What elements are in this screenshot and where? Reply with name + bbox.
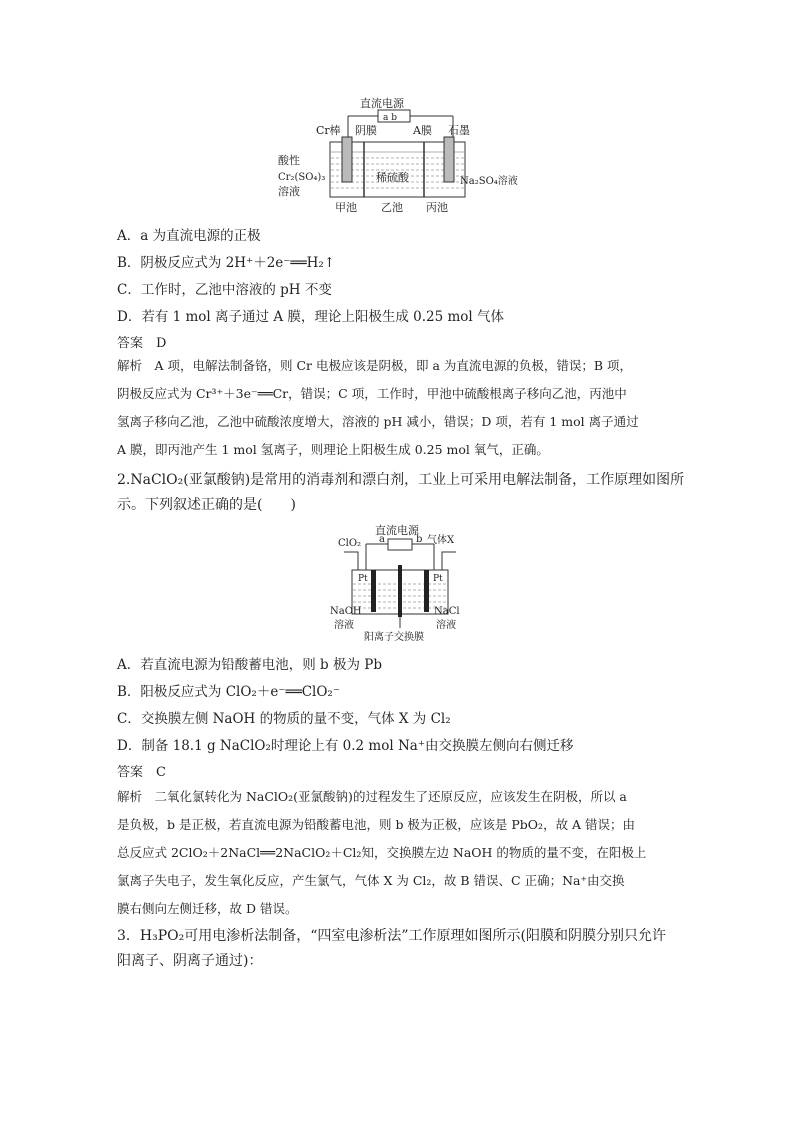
- fig1-a-membrane-label: A膜: [413, 124, 432, 137]
- q1-option-b: B．阴极反应式为 2H⁺＋2e⁻══H₂↑: [117, 255, 336, 271]
- fig2-naoh-label-1: NaOH: [330, 606, 362, 617]
- fig1-cr-rod-label: Cr棒: [316, 124, 341, 137]
- q2-analysis-line-2: 是负极，b 是正极，若直流电源为铅酸蓄电池，则 b 极为正极，应该是 PbO₂，故 A 错误；由: [117, 817, 636, 832]
- fig2-exchange-membrane: [398, 565, 402, 617]
- fig1-cell-3-label: 丙池: [426, 201, 448, 214]
- fig2-nacl-label-2: 溶液: [436, 620, 456, 631]
- fig1-acid-label-1: 酸性: [278, 154, 300, 167]
- electrolysis-figure-1: [278, 92, 528, 217]
- q1-analysis-line-4: A 膜，即丙池产生 1 mol 氢离子，则理论上阳极生成 0.25 mol 氧气，正确。: [117, 442, 549, 457]
- q2-answer: 答案 C: [117, 765, 166, 780]
- fig2-pt-left-label: Pt: [358, 574, 368, 584]
- q2-analysis-line-1: 解析 二氧化氯转化为 NaClO₂(亚氯酸钠)的过程发生了还原反应，应该发生在阴极，所以 a: [117, 789, 627, 804]
- fig1-h2so4-label: 稀硫酸: [376, 171, 409, 184]
- q2-analysis: [117, 783, 682, 923]
- fig1-cell-2-label: 乙池: [381, 201, 403, 214]
- q1-analysis: [117, 352, 682, 464]
- fig1-cathode-membrane-label: 阴膜: [355, 124, 377, 137]
- fig2-gasx-outlet-arrow: [442, 552, 456, 572]
- q3-stem-line-1: 3．H₃PO₂可用电渗析法制备，“四室电渗析法”工作原理如图所示(阳膜和阴膜分别只允许: [117, 928, 667, 944]
- q2-option-a: A．若直流电源为铅酸蓄电池，则 b 极为 Pb: [117, 657, 382, 673]
- q2-option-d: D．制备 18.1 g NaClO₂时理论上有 0.2 mol Na⁺由交换膜左侧向右侧迁移: [117, 738, 574, 754]
- fig2-power-box: [388, 539, 412, 550]
- q1-analysis-line-3: 氢离子移向乙池，乙池中硫酸浓度增大，溶液的 pH 减小，错误；D 项，若有 1 mol 离子通过: [117, 414, 639, 429]
- q1-analysis-line-1: 解析 A 项，电解法制备铬，则 Cr 电极应该是阴极，即 a 为直流电源的负极，错误；B 项，: [117, 358, 633, 373]
- q2-stem-line-2: 示。下列叙述正确的是( ): [117, 497, 296, 513]
- fig1-power-label: 直流电源: [360, 97, 404, 110]
- fig1-acid-label-2: Cr₂(SO₄)₃: [278, 172, 326, 183]
- fig2-nacl-label-1: NaCl: [434, 606, 460, 617]
- fig2-gasx-label: 气体X: [427, 535, 455, 546]
- fig2-power-label: 直流电源: [375, 524, 419, 537]
- fig2-clo2-label: ClO₂: [338, 538, 362, 549]
- fig1-graphite-electrode: [444, 137, 454, 182]
- q2-stem: [117, 468, 687, 518]
- fig2-membrane-label: 阳离子交换膜: [364, 632, 424, 643]
- fig2-pt-right-label: Pt: [433, 574, 443, 584]
- fig2-naoh-label-2: 溶液: [334, 620, 354, 631]
- q2-option-b: B．阳极反应式为 ClO₂＋e⁻══ClO₂⁻: [117, 684, 340, 700]
- q2-analysis-line-4: 氯离子失电子，发生氧化反应，产生氯气，气体 X 为 Cl₂，故 B 错误、C 正确；Na⁺由交换: [117, 873, 625, 888]
- fig1-cell-1-label: 甲池: [335, 201, 357, 214]
- fig1-cr-electrode: [342, 137, 352, 182]
- q1-answer: 答案 D: [117, 336, 167, 351]
- q2-option-c: C．交换膜左侧 NaOH 的物质的量不变，气体 X 为 Cl₂: [117, 711, 451, 727]
- fig2-electrode-right: [424, 570, 429, 612]
- fig1-acid-label-3: 溶液: [278, 185, 300, 198]
- fig1-ab-label: a b: [383, 113, 397, 123]
- q2-stem-line-1: 2.NaClO₂(亚氯酸钠)是常用的消毒剂和漂白剂，工业上可采用电解法制备，工作原理如图所: [117, 472, 685, 488]
- q3-stem: [117, 924, 687, 974]
- q1-option-d: D．若有 1 mol 离子通过 A 膜，理论上阳极生成 0.25 mol 气体: [117, 309, 505, 325]
- q3-stem-line-2: 阳离子、阴离子通过)：: [117, 953, 263, 969]
- fig1-na2so4-label: Na₂SO₄溶液: [460, 176, 518, 187]
- q2-analysis-line-3: 总反应式 2ClO₂＋2NaCl══2NaClO₂＋Cl₂知，交换膜左边 NaOH 的物质的量不变，在阳极上: [117, 845, 647, 860]
- q1-option-c: C．工作时，乙池中溶液的 pH 不变: [117, 282, 332, 298]
- q1-option-a: A．a 为直流电源的正极: [117, 228, 261, 244]
- q1-analysis-line-2: 阴极反应式为 Cr³⁺＋3e⁻══Cr，错误；C 项，工作时，甲池中硫酸根离子移向乙池，丙池中: [117, 386, 627, 401]
- fig2-a-label: a: [379, 534, 385, 545]
- fig2-electrode-left: [371, 570, 376, 612]
- q2-analysis-line-5: 膜右侧向左侧迁移，故 D 错误。: [117, 901, 298, 916]
- fig1-graphite-label: 石墨: [448, 124, 470, 137]
- fig2-b-label: b: [416, 534, 423, 545]
- electrolysis-figure-2: [330, 520, 470, 645]
